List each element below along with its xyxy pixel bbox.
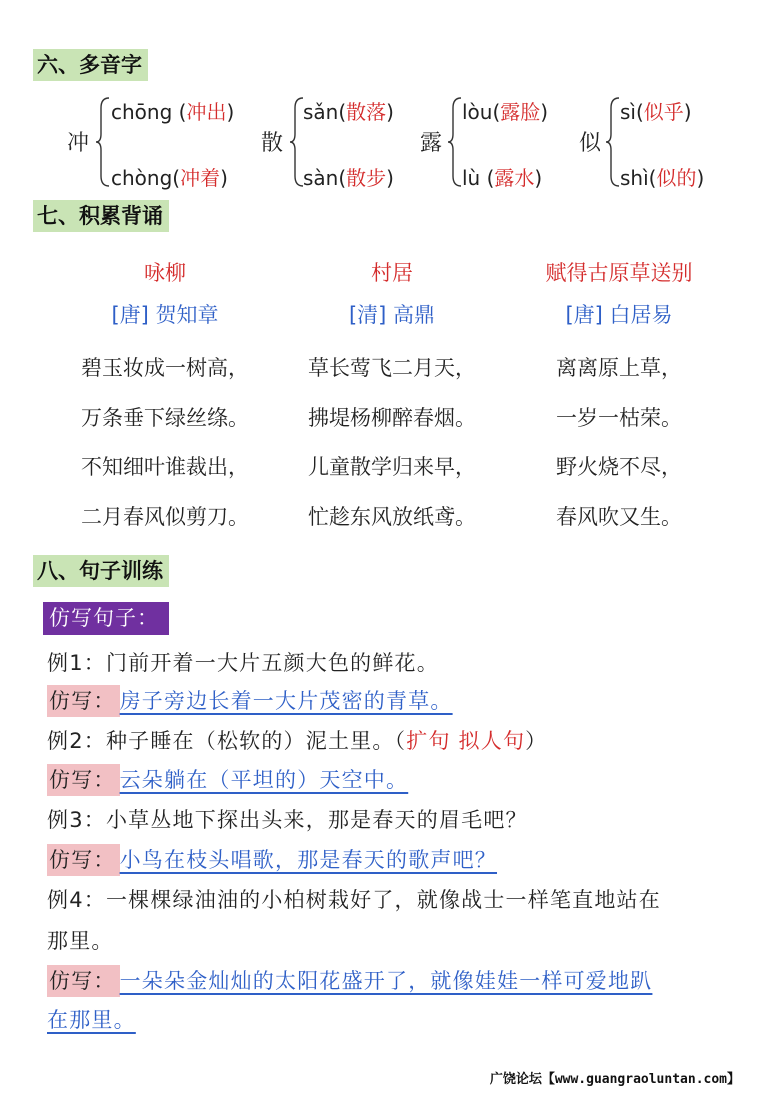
example-3: 例3：小草丛地下探出头来，那是春天的眉毛吧？: [47, 808, 528, 832]
polyphone-char: 冲: [67, 131, 90, 156]
polyphone-group-lu: [420, 90, 570, 194]
brace-icon: [95, 96, 111, 188]
polyphone-reading-top: lòu(露脸): [462, 100, 549, 124]
polyphone-reading-bottom: sàn(散步): [303, 166, 394, 190]
poem-line: 碧玉妆成一树高，: [81, 356, 249, 380]
poem-cunju: [272, 258, 512, 542]
polyphone-group-si: [579, 90, 729, 194]
answer-4-line1: [47, 961, 652, 1001]
poem-line: 儿童散学归来早，: [308, 455, 476, 479]
imitation-tag: 仿写：: [47, 965, 120, 997]
answer-text: 小鸟在枝头唱歌，那是春天的歌声吧？: [119, 848, 498, 872]
poem-line: 不知细叶谁裁出，: [81, 455, 249, 479]
poem-line: 春风吹又生。: [556, 504, 682, 529]
poem-line: 草长莺飞二月天，: [308, 356, 476, 380]
example-2-hint: 扩句 拟人句: [406, 729, 526, 753]
imitation-tag: 仿写：: [47, 685, 120, 717]
poem-line: 万条垂下绿丝绦。: [81, 405, 249, 430]
polyphone-group-chong: [67, 90, 267, 194]
poem-author: [唐] 白居易: [565, 303, 673, 327]
poem-line: 二月春风似剪刀。: [81, 504, 249, 529]
poem-author: [唐] 贺知章: [111, 303, 219, 327]
imitation-tag: 仿写：: [47, 844, 120, 876]
poem-line: 拂堤杨柳醉春烟。: [308, 405, 476, 430]
poem-line: 离离原上草，: [556, 356, 682, 380]
answer-1: [47, 681, 453, 721]
polyphone-reading-top: chōng (冲出): [111, 100, 235, 124]
example-1: 例1：门前开着一大片五颜大色的鲜花。: [47, 651, 439, 675]
polyphone-reading-bottom: shì(似的): [620, 166, 705, 190]
imitation-tag: 仿写：: [47, 764, 120, 796]
imitation-subtitle: 仿写句子：: [43, 602, 169, 635]
polyphone-reading-bottom: chòng(冲着): [111, 166, 228, 190]
answer-text: 云朵躺在（平坦的）天空中。: [119, 768, 409, 792]
polyphone-char: 露: [420, 131, 443, 156]
example-4-line1: 例4：一棵棵绿油油的小柏树栽好了，就像战士一样笔直地站在: [47, 888, 661, 912]
poem-author: [清] 高鼎: [348, 303, 436, 327]
poem-title: 咏柳: [144, 261, 186, 285]
poem-title: 村居: [371, 261, 413, 285]
poem-line: 一岁一枯荣。: [556, 405, 682, 430]
polyphone-reading-bottom: lù (露水): [462, 166, 543, 190]
polyphone-char: 似: [579, 131, 602, 156]
polyphone-reading-top: sǎn(散落): [303, 100, 394, 124]
answer-text: 房子旁边长着一大片茂密的青草。: [119, 689, 453, 713]
section-seven-title: 七、积累背诵: [33, 200, 169, 232]
answer-2: [47, 760, 408, 800]
example-4-line2: 那里。: [47, 929, 114, 953]
answer-text: 在那里。: [47, 1008, 136, 1032]
polyphone-group-san: [261, 90, 421, 194]
poem-fudegu: [499, 258, 739, 542]
answer-3: [47, 840, 497, 880]
poem-line: 忙趁东风放纸鸢。: [308, 504, 476, 529]
example-2: 例2：种子睡在（松软的）泥土里。（扩句 拟人句）: [47, 729, 548, 753]
answer-4-line2: [47, 1000, 136, 1040]
brace-icon: [447, 96, 463, 188]
footer-credit: 广饶论坛【www.guangraoluntan.com】: [489, 1072, 740, 1087]
poem-yongliu: [45, 258, 285, 542]
brace-icon: [605, 96, 621, 188]
poem-line: 野火烧不尽，: [556, 455, 682, 479]
poem-title: 赋得古原草送别: [545, 261, 693, 285]
polyphone-char: 散: [261, 131, 284, 156]
polyphone-reading-top: sì(似乎): [620, 100, 692, 124]
section-eight-title: 八、句子训练: [33, 555, 169, 587]
answer-text: 一朵朵金灿灿的太阳花盛开了，就像娃娃一样可爱地趴: [119, 969, 653, 993]
section-six-title: 六、多音字: [33, 49, 148, 81]
